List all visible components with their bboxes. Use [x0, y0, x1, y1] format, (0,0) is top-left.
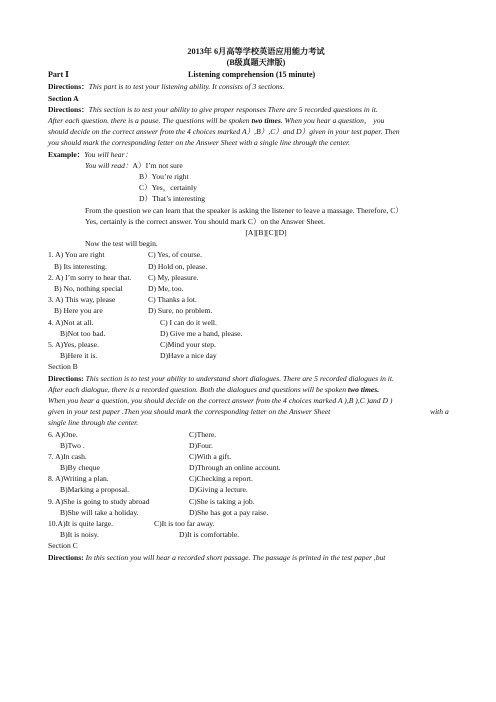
section-a-two-times: two times [251, 116, 281, 126]
question-option-c: C)Checking a report. [189, 474, 253, 484]
question-option-a: 1. A) You are right [48, 250, 105, 260]
section-b-directions-line-2 [48, 384, 464, 395]
section-b-directions-line-4 [48, 406, 464, 417]
question-option-b: B)It is noisy. [60, 530, 99, 540]
question-option-b: B)By cheque [60, 463, 100, 473]
question-option-c: C) I can do it well. [160, 317, 217, 327]
part-name: Listening comprehension (15 minute) [188, 70, 316, 80]
example-option-b: B）You’re right [139, 172, 189, 182]
section-a-questions [48, 249, 464, 361]
question-option-c: C)Mind your step. [160, 339, 216, 349]
section-a-directions-line-3: should decide on the correct answer from the 4 choices marked A）,B）,C）and D）given in your test paper. Then [48, 127, 400, 137]
question-option-b: B)She will take a holiday. [60, 507, 139, 517]
section-c-heading: Section C [48, 541, 78, 551]
section-c-directions-text-1: In this section you will hear a recorded short passage. The passage is printed in the test paper ,but [83, 552, 386, 562]
question-option-a: 6. A)One. [48, 429, 78, 439]
question-option-d: D)Four. [189, 440, 213, 450]
example-option-a: A）I’m not sure [132, 160, 183, 170]
section-b-directions-label: Directions: [48, 373, 84, 383]
question-option-c: C)There. [189, 429, 217, 439]
question-option-b: B)Marking a proposal. [60, 485, 129, 495]
section-a-directions-line-1 [48, 104, 464, 115]
section-b-heading: Section B [48, 362, 78, 372]
test-begin: Now the test will begin. [85, 239, 158, 249]
question-option-a: 10.A)It is quite large. [48, 519, 114, 529]
question-option-d: D) Me, too. [148, 284, 184, 294]
question-option-a: 5. A)Yes, please. [48, 339, 99, 349]
directions-label: Directions： [48, 82, 89, 92]
question-option-d: D)She has got a pay raise. [189, 507, 269, 517]
section-a-directions-line-4: you should mark the corresponding letter on the Answer Sheet with a single line through the center. [48, 138, 350, 148]
section-b-questions [48, 429, 464, 541]
main-directions [48, 81, 464, 92]
section-b-directions-text-1: This section is to test your ability to understand short dialogues. There are 5 recorded dialogues in it. [83, 373, 394, 383]
question-option-a: 4. A)Not at all. [48, 317, 94, 327]
question-option-d: D)It is comfortable. [179, 530, 240, 540]
question-option-d: D) Hold on, please. [148, 261, 208, 271]
question-option-c: C) Thanks a lot. [148, 295, 197, 305]
question-option-b: B) Its interesting. [54, 261, 107, 271]
exam-title: 2013年 6月高等学校英语应用能力考试 [187, 47, 325, 56]
question-option-c: C)She is taking a job. [189, 496, 255, 506]
question-option-c: C) My, pleasure. [148, 272, 199, 282]
question-option-b: B) No, nothing special [54, 284, 123, 294]
section-a-heading: Section A [48, 93, 79, 103]
example-hear: You will hear： [84, 149, 133, 159]
answer-mark [48, 227, 464, 238]
example-explain-2: Yes, certainly is the correct answer. You should mark C）on the Answer Sheet. [85, 216, 326, 226]
section-b-directions-text-4: given in your test paper .Then you should mark the corresponding letter on the Answer Sheet [48, 407, 331, 417]
question-option-d: D) Give me a hand, please. [160, 328, 243, 338]
example-option-d: D）That’s interesting [139, 194, 206, 204]
section-c-directions-label: Directions: [48, 552, 84, 562]
example-read-line [48, 160, 464, 171]
section-a-directions-line-2 [48, 115, 464, 126]
section-b-directions-line-1 [48, 373, 464, 384]
question-option-c: C)With a gift. [189, 451, 232, 461]
question-option-a: 2. A) I’m sorry to hear that. [48, 272, 132, 282]
question-option-b: B)Here it is. [60, 351, 98, 361]
section-c-directions-line-1 [48, 552, 464, 563]
example-explain-1: From the question we can learn that the speaker is asking the listener to leave a massage. Therefore, C） [85, 205, 403, 215]
question-option-d: D)Have a nice day [160, 351, 217, 361]
question-option-b: B)Not too bad. [60, 328, 106, 338]
directions-text: This part is to test your listening ability. It consists of 3 sections. [88, 82, 285, 92]
section-a-directions-text-1: This section is to test your ability to give proper responses There are 5 recorded questions in it. [88, 104, 378, 114]
question-option-b: B)Two . [60, 440, 85, 450]
question-option-a: 3. A) This way, please [48, 295, 116, 305]
section-b-directions-text-2: After each dialogue, there is a recorded question. Both the dialogues and questions will be spoken [48, 384, 348, 394]
question-option-c: C) Yes, of course. [148, 250, 202, 260]
section-b-directions-text-4b: with a [430, 407, 449, 417]
section-b-directions-line-5: single line through the center. [48, 418, 139, 428]
section-a-directions-label: Directions： [48, 104, 89, 114]
answer-mark-text: [A][B][C][D] [245, 228, 287, 238]
section-a-directions-text-2c: . When you hear a question， you [280, 116, 385, 126]
part-label: Part Ⅰ [48, 70, 69, 80]
section-b-two-times: two times. [347, 384, 380, 394]
question-option-c: C)It is too far away. [154, 519, 215, 529]
example-read-label: You will read： [85, 160, 133, 170]
question-option-a: 9. A)She is going to study abroad [48, 496, 150, 506]
exam-subtitle: (B级真题天津版) [226, 58, 286, 68]
section-b-directions-line-3: When you hear a question, you should decide on the correct answer from the 4 choices marked A ),B ),C )and D ) [48, 395, 393, 405]
question-option-a: 8. A)Writing a plan. [48, 474, 109, 484]
question-option-d: D)Through an online account. [189, 463, 281, 473]
example-option-c: C）Yes，certainly [139, 183, 197, 193]
section-a-directions-text-2a: After each question. there is a pause. The questions will be spoken [48, 116, 252, 126]
question-option-d: D)Giving a lecture. [189, 485, 248, 495]
example-line [48, 149, 464, 160]
question-option-a: 7. A)In cash. [48, 451, 87, 461]
question-option-b: B) Here you are [54, 306, 103, 316]
question-option-d: D) Sure, no problem. [148, 306, 213, 316]
example-label: Example： [48, 149, 85, 159]
part-heading [48, 69, 464, 81]
